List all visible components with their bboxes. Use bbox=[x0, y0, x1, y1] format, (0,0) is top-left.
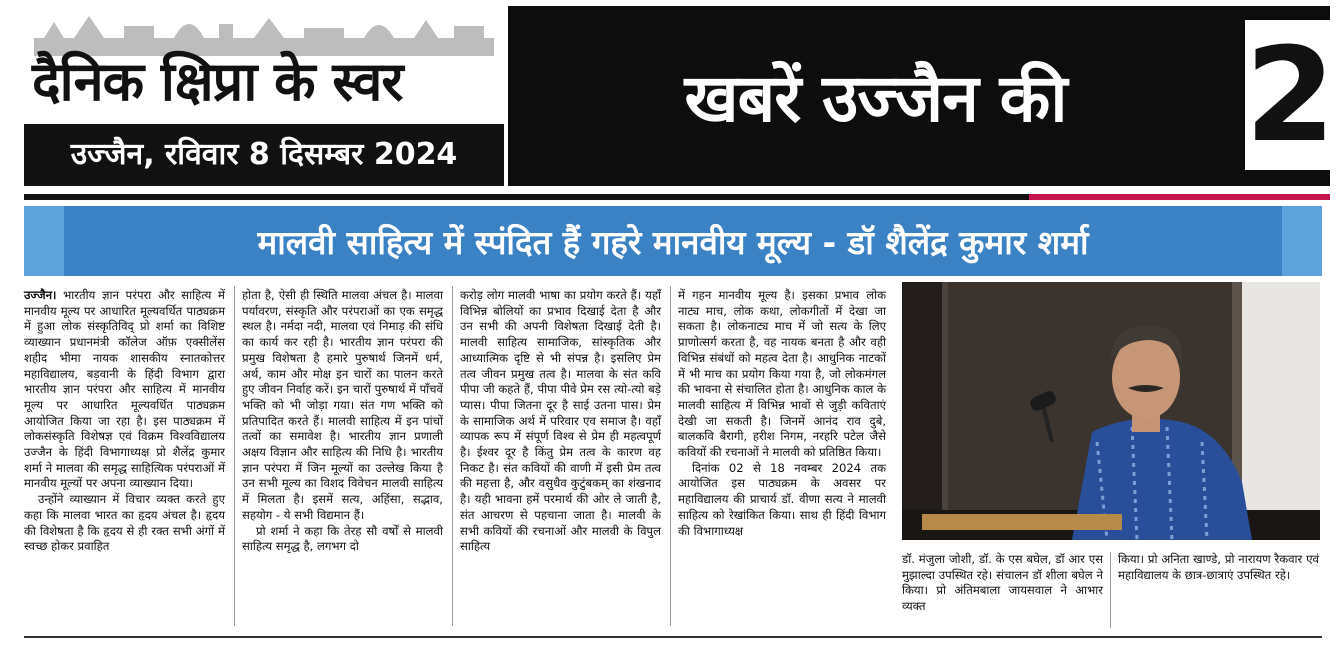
column-divider bbox=[670, 286, 671, 626]
column-divider bbox=[452, 286, 453, 626]
paragraph: दिनांक 02 से 18 नवम्बर 2024 तक आयोजित इस पाठ्यक्रम के अवसर पर महाविद्यालय की प्राचार्य डॉ. वीणा सत्य ने मालवी साहित्य को रेखांकित किया। साथ ही हिंदी विभाग की विभागाध्यक्ष bbox=[678, 460, 886, 538]
paragraph: डॉ. मंजुला जोशी, डॉ. के एस बघेल, डॉ आर एस मुझाल्दा उपस्थित रहे। संचालन डॉ शीला बघेल ने किया। प्रो अंतिमबाला जायसवाल ने आभार व्यक्त bbox=[902, 552, 1103, 614]
article-column-5 bbox=[902, 552, 1103, 615]
speaker-photo-illustration bbox=[902, 282, 1320, 540]
article-column-4 bbox=[678, 288, 886, 539]
headline-banner bbox=[24, 206, 1322, 276]
paragraph: उन्होंने व्याख्यान में विचार व्यक्त करते हुए कहा कि मालवा भारत का हृदय अंचल है। हृदय की विशेषता है कि हृदय से ही रक्त सभी अंगों में स्वच्छ होकर प्रवाहित bbox=[24, 492, 225, 554]
newspaper-logo bbox=[24, 6, 504, 124]
column-divider bbox=[234, 286, 235, 626]
page-number: 2 bbox=[1245, 19, 1336, 171]
paragraph: में गहन मानवीय मूल्य है। इसका प्रभाव लोक नाट्य माच, लोक कथा, लोकगीतों में देखा जा सकता है। लोकनाट्य माच में जो सत्य के लिए प्राणोत्सर्ग करता है, वह नायक बनता है और वही विभिन्न संबंधों को महत्व देता है। आधुनिक नाटकों में भी माच का प्रयोग किया गया है, जो लोकमंगल की भावना से संचालित होता है। आधुनिक काल के मालवी साहित्य में विभिन्न भावों से जुड़ी कविताएं देखी जा सकती है। जिनमें आनंद राव दुबे, बालकवि बैरागी, हरीश निगम, नरहरि पटेल जैसे कवियों की रचनाओं ने मालवी को प्रतिष्ठित किया। bbox=[678, 288, 886, 460]
paragraph: भारतीय ज्ञान परंपरा और साहित्य में मानवीय मूल्य पर आधारित मूल्यवर्धित पाठ्यक्रम में हुआ लोक संस्कृतिविद् प्रो शर्मा का विशिष्ट व्याख्यान प्रधानमंत्री कॉलेज ऑफ़ एक्सीलेंस शहीद भीमा नायक शासकीय स्नातकोत्तर महाविद्यालय, बड़वानी के हिंदी विभाग द्वारा भारतीय ज्ञान परंपरा और साहित्य में मानवीय मूल्य पर आधारित मूल्यवर्धित पाठ्यक्रम आयोजित किया जा रहा है। इस पाठ्यक्रम में लोकसंस्कृति विशेषज्ञ एवं विक्रम विश्वविद्यालय उज्जैन के हिंदी विभागाध्यक्ष प्रो शैलेंद्र कुमार शर्मा ने मालवा की समृद्ध साहित्यिक परंपराओं में मानवीय मूल्यों पर अपना व्याख्यान दिया। bbox=[24, 288, 225, 491]
paragraph: होता है, ऐसी ही स्थिति मालवा अंचल है। मालवा पर्यावरण, संस्कृति और परंपराओं का एक समृद्ध स्थल है। नर्मदा नदी, मालवा एवं निमाड़ की संधि का कार्य कर रही है। भारतीय ज्ञान परंपरा की प्रमुख विशेषता है हमारे पुरुषार्थ जिनमें धर्म, अर्थ, काम और मोक्ष इन चारों का पालन करते हुए जीवन निर्वाह करें। इन चारों पुरुषार्थ में पाँचवें भक्ति को भी जोड़ा गया। संत गण भक्ति को प्रतिपादित करते हैं। मालवी साहित्य में इन पांचों तत्वों का समावेश है। भारतीय ज्ञान प्रणाली अक्षय विज्ञान और साहित्य की निधि है। भारतीय ज्ञान परंपरा में जिन मूल्यों का उल्लेख किया है उन सभी मूल्य का विशद विवेचन मालवी साहित्य में मिलता है। इसमें सत्य, अहिंसा, सद्भाव, सहयोग - ये सभी विद्यमान हैं। bbox=[242, 288, 443, 522]
speaker-photo bbox=[902, 282, 1320, 540]
section-title: खबरें उज्जैन की bbox=[508, 6, 1243, 186]
article-column-6 bbox=[1118, 552, 1319, 583]
page-bottom-rule bbox=[24, 636, 1322, 638]
masthead bbox=[24, 6, 1336, 189]
article-column-1 bbox=[24, 288, 225, 555]
paragraph: किया। प्रो अनिता खाण्डे, प्रो नारायण रैकवार एवं महाविद्यालय के छात्र-छात्राएं उपस्थित रहे। bbox=[1118, 552, 1319, 582]
divider-pink bbox=[1029, 194, 1330, 200]
article-headline: मालवी साहित्य में स्पंदित हैं गहरे मानवीय मूल्य - डॉ शैलेंद्र कुमार शर्मा bbox=[257, 222, 1089, 262]
newspaper-name: दैनिक क्षिप्रा के स्वर bbox=[32, 50, 403, 113]
paragraph: करोड़ लोग मालवी भाषा का प्रयोग करते हैं। यहाँ विभिन्न बोलियों का प्रभाव दिखाई देता है और उन सभी की अपनी विशेषता दिखाई देती है। मालवी साहित्य सामाजिक, सांस्कृतिक और आध्यात्मिक दृष्टि से भी संपन्न है। इसलिए प्रेम तत्व जीवन प्रमुख तत्व है। मालवा के संत कवि पीपा जी कहते हैं, पीपा पीवे प्रेम रस त्यो-त्यो बड़े प्यास। पीपा जितना दूर है साई उतना पास। प्रेम के सामाजिक अर्थ में परिवार एव समाज है। वहाँ व्यापक रूप में संपूर्ण विश्व से प्रेम ही महत्वपूर्ण है। ईश्वर दूर है किंतु प्रेम तत्व के कारण वह निकट है। संत कवियों की वाणी में इसी प्रेम तत्व की महत्ता है, और वसुधैव कुटुंबकम् का शंखनाद है। यही भावना हमें परमार्थ की ओर ले जाती है, संत आचरण से पहचाना जाता है। मालवी के सभी कवियों की रचनाओं और मालवी के विपुल साहित्य bbox=[460, 288, 661, 554]
article-dateline: उज्जैन। bbox=[24, 288, 57, 302]
issue-dateline: उज्जैन, रविवार 8 दिसम्बर 2024 bbox=[24, 124, 504, 186]
article-column-2 bbox=[242, 288, 443, 555]
divider-black bbox=[24, 194, 1029, 200]
column-divider bbox=[1110, 552, 1111, 628]
article-column-3 bbox=[460, 288, 661, 555]
paragraph: प्रो शर्मा ने कहा कि तेरह सौ वर्षों से मालवी साहित्य समृद्ध है, लगभग दो bbox=[242, 523, 443, 554]
